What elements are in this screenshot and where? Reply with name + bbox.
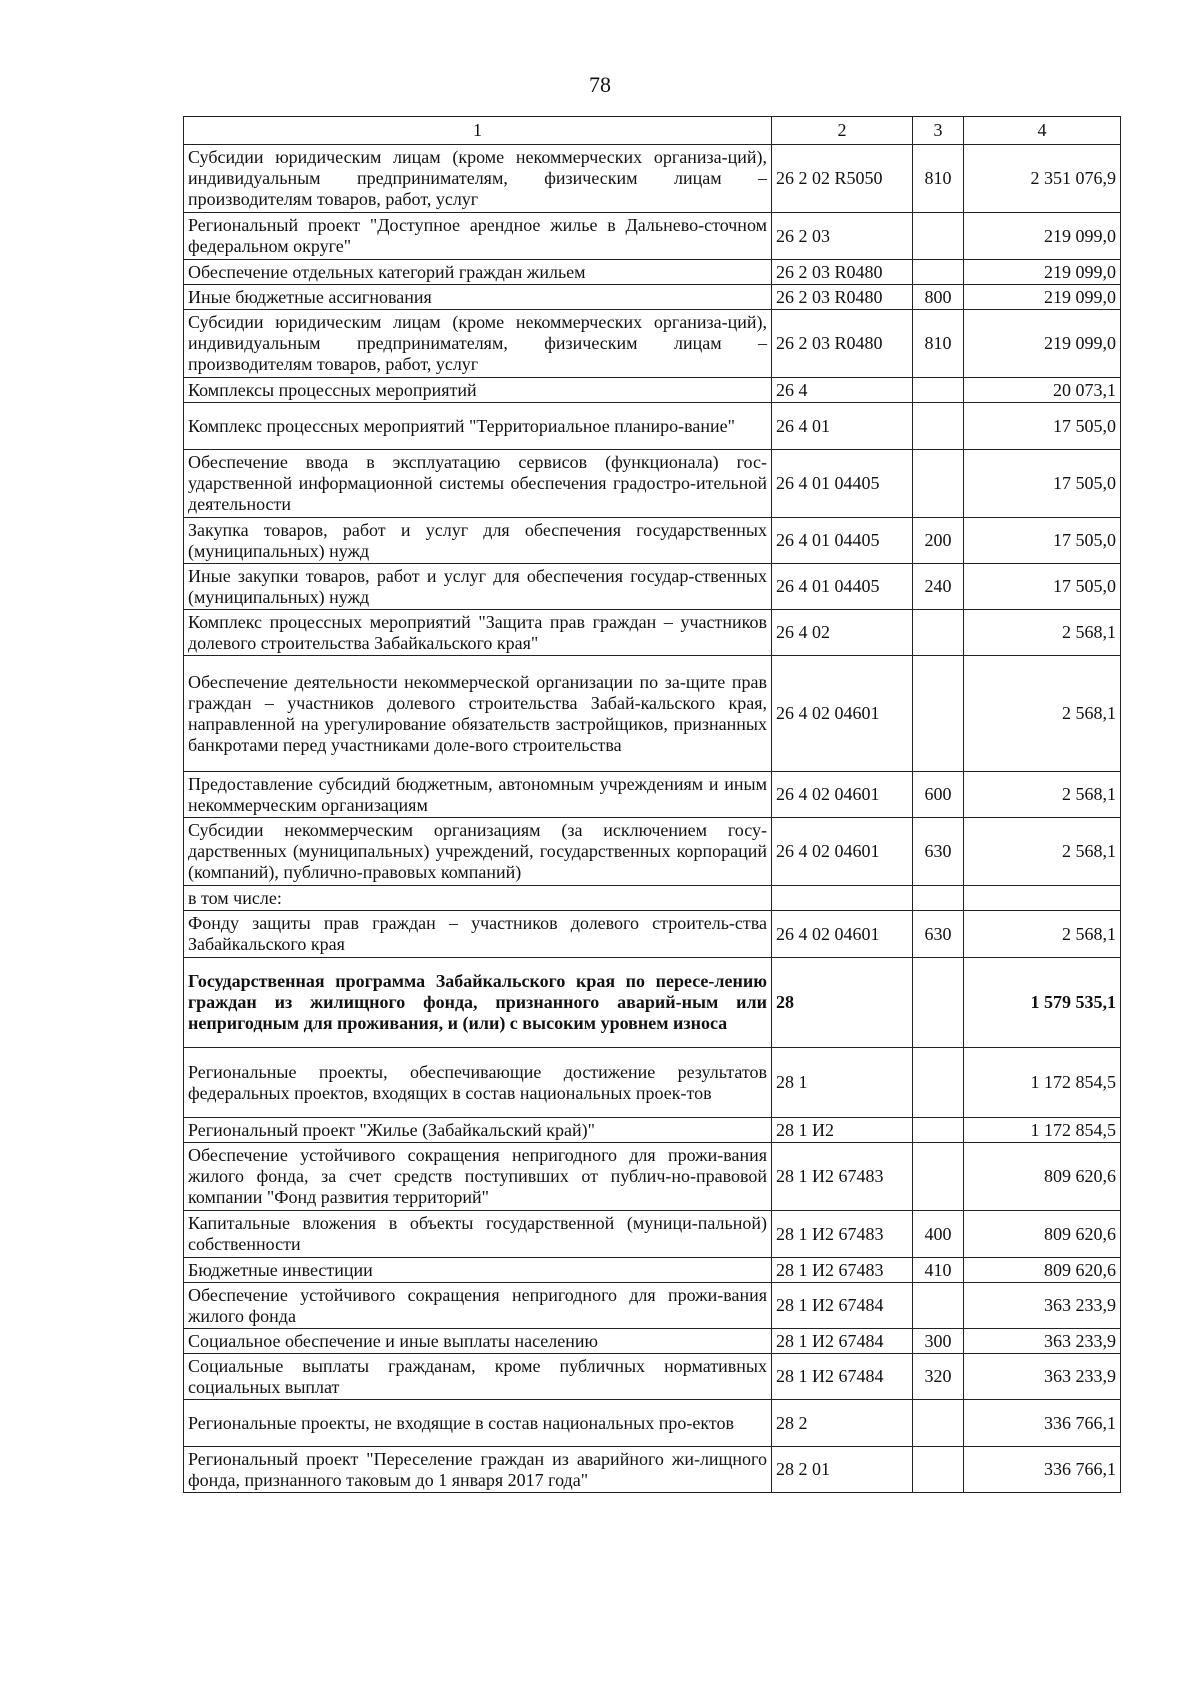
table-row — [184, 518, 1121, 564]
row-code-cell: 26 2 03 R0480 — [772, 285, 913, 310]
table-row — [184, 260, 1121, 285]
page-number: 78 — [589, 72, 611, 97]
row-type-cell: 240 — [913, 564, 964, 610]
row-type-cell — [913, 213, 964, 260]
row-name-cell: Закупка товаров, работ и услуг для обеспечения государственных (муниципальных) нужд — [184, 518, 772, 564]
row-code-cell: 28 1 И2 67483 — [772, 1211, 913, 1258]
row-amount-cell: 1 579 535,1 — [964, 958, 1121, 1048]
row-code-cell: 26 4 02 — [772, 610, 913, 656]
table-row — [184, 213, 1121, 260]
row-amount-cell: 2 568,1 — [964, 656, 1121, 772]
row-name-cell: Региональный проект "Переселение граждан из аварийного жи-лищного фонда, признанного таковым до 1 января 2017 года" — [184, 1447, 772, 1493]
table-row — [184, 1143, 1121, 1211]
row-code-cell: 26 2 03 R0480 — [772, 260, 913, 285]
row-amount-cell: 219 099,0 — [964, 260, 1121, 285]
table-row — [184, 1354, 1121, 1400]
table-row — [184, 772, 1121, 818]
row-type-cell — [913, 260, 964, 285]
row-code-cell: 28 1 И2 67484 — [772, 1283, 913, 1329]
row-code-cell: 26 4 01 04405 — [772, 518, 913, 564]
row-name-cell: Социальные выплаты гражданам, кроме публичных нормативных социальных выплат — [184, 1354, 772, 1400]
row-code-cell: 26 4 — [772, 378, 913, 403]
row-amount-cell: 809 620,6 — [964, 1258, 1121, 1283]
table-row — [184, 403, 1121, 450]
row-amount-cell: 2 568,1 — [964, 911, 1121, 958]
row-type-cell — [913, 1283, 964, 1329]
row-code-cell: 26 4 02 04601 — [772, 656, 913, 772]
header-col-4: 4 — [964, 117, 1121, 145]
row-name-cell: Региональные проекты, обеспечивающие достижение результатов федеральных проектов, входящих в состав национальных проек-тов — [184, 1048, 772, 1118]
row-type-cell — [913, 886, 964, 911]
header-col-1: 1 — [184, 117, 772, 145]
table-row — [184, 285, 1121, 310]
row-type-cell — [913, 958, 964, 1048]
row-code-cell: 28 2 01 — [772, 1447, 913, 1493]
row-name-cell: Региональный проект "Жилье (Забайкальский край)" — [184, 1118, 772, 1143]
row-amount-cell: 1 172 854,5 — [964, 1048, 1121, 1118]
row-type-cell — [913, 378, 964, 403]
table-row — [184, 1329, 1121, 1354]
row-type-cell: 600 — [913, 772, 964, 818]
row-type-cell — [913, 1400, 964, 1447]
row-name-cell: Государственная программа Забайкальского края по пересе-лению граждан из жилищного фонда, признанного аварий-ным или непригодным для проживания, и (или) с высоким уровнем износа — [184, 958, 772, 1048]
table-row — [184, 1283, 1121, 1329]
row-name-cell: Комплекс процессных мероприятий "Защита прав граждан – участников долевого строительства Забайкальского края" — [184, 610, 772, 656]
row-code-cell: 28 2 — [772, 1400, 913, 1447]
row-type-cell — [913, 1048, 964, 1118]
row-type-cell — [913, 1447, 964, 1493]
table-row — [184, 310, 1121, 378]
row-amount-cell: 17 505,0 — [964, 403, 1121, 450]
row-amount-cell — [964, 886, 1121, 911]
row-code-cell: 26 2 03 — [772, 213, 913, 260]
row-amount-cell: 219 099,0 — [964, 310, 1121, 378]
row-name-cell: Фонду защиты прав граждан – участников долевого строитель-ства Забайкальского края — [184, 911, 772, 958]
row-amount-cell: 17 505,0 — [964, 518, 1121, 564]
row-code-cell: 26 4 01 04405 — [772, 450, 913, 518]
row-name-cell: Социальное обеспечение и иные выплаты населению — [184, 1329, 772, 1354]
table-row — [184, 1211, 1121, 1258]
row-amount-cell: 219 099,0 — [964, 213, 1121, 260]
row-type-cell: 810 — [913, 145, 964, 213]
row-code-cell: 26 2 02 R5050 — [772, 145, 913, 213]
row-type-cell — [913, 403, 964, 450]
row-name-cell: Комплексы процессных мероприятий — [184, 378, 772, 403]
row-type-cell — [913, 1118, 964, 1143]
row-code-cell: 28 1 И2 67483 — [772, 1143, 913, 1211]
table-row — [184, 610, 1121, 656]
row-code-cell: 26 4 01 04405 — [772, 564, 913, 610]
table-row — [184, 145, 1121, 213]
row-code-cell: 28 1 И2 — [772, 1118, 913, 1143]
row-code-cell: 26 2 03 R0480 — [772, 310, 913, 378]
header-col-2: 2 — [772, 117, 913, 145]
row-name-cell: Субсидии юридическим лицам (кроме некоммерческих организа-ций), индивидуальным предпринимателям, физическим лицам – производителям товаров, работ, услуг — [184, 310, 772, 378]
table-row — [184, 1258, 1121, 1283]
row-name-cell: Иные закупки товаров, работ и услуг для обеспечения государ-ственных (муниципальных) нужд — [184, 564, 772, 610]
row-code-cell: 26 4 02 04601 — [772, 772, 913, 818]
row-name-cell: в том числе: — [184, 886, 772, 911]
row-code-cell: 26 4 02 04601 — [772, 818, 913, 886]
row-name-cell: Обеспечение деятельности некоммерческой организации по за-щите прав граждан – участников долевого строительства Забай-кальского края, направленной на урегулирование обязательств застройщиков, признанных банкротами перед участниками доле-вого строительства — [184, 656, 772, 772]
row-code-cell — [772, 886, 913, 911]
row-name-cell: Бюджетные инвестиции — [184, 1258, 772, 1283]
row-amount-cell: 2 568,1 — [964, 610, 1121, 656]
row-amount-cell: 17 505,0 — [964, 450, 1121, 518]
row-amount-cell: 809 620,6 — [964, 1211, 1121, 1258]
row-amount-cell: 809 620,6 — [964, 1143, 1121, 1211]
row-amount-cell: 17 505,0 — [964, 564, 1121, 610]
table-body — [184, 145, 1121, 1493]
row-name-cell: Обеспечение ввода в эксплуатацию сервисов (функционала) гос-ударственной информационной системы обеспечения градостро-ительной деятельности — [184, 450, 772, 518]
row-code-cell: 28 1 И2 67483 — [772, 1258, 913, 1283]
row-type-cell — [913, 450, 964, 518]
row-type-cell — [913, 656, 964, 772]
row-amount-cell: 363 233,9 — [964, 1283, 1121, 1329]
row-amount-cell: 219 099,0 — [964, 285, 1121, 310]
table-row — [184, 564, 1121, 610]
row-amount-cell: 1 172 854,5 — [964, 1118, 1121, 1143]
row-code-cell: 26 4 02 04601 — [772, 911, 913, 958]
row-name-cell: Обеспечение отдельных категорий граждан жильем — [184, 260, 772, 285]
row-type-cell: 410 — [913, 1258, 964, 1283]
row-code-cell: 28 — [772, 958, 913, 1048]
budget-table — [183, 116, 1121, 1493]
row-type-cell: 630 — [913, 818, 964, 886]
table-row — [184, 1400, 1121, 1447]
row-name-cell: Предоставление субсидий бюджетным, автономным учреждениям и иным некоммерческим организациям — [184, 772, 772, 818]
table-row — [184, 378, 1121, 403]
row-name-cell: Региональный проект "Доступное арендное жилье в Дальнево-сточном федеральном округе" — [184, 213, 772, 260]
row-type-cell: 200 — [913, 518, 964, 564]
table-row — [184, 1447, 1121, 1493]
table-row — [184, 911, 1121, 958]
row-name-cell: Иные бюджетные ассигнования — [184, 285, 772, 310]
table-header-row — [184, 117, 1121, 145]
row-name-cell: Субсидии юридическим лицам (кроме некоммерческих организа-ций), индивидуальным предпринимателям, физическим лицам – производителям товаров, работ, услуг — [184, 145, 772, 213]
row-code-cell: 26 4 01 — [772, 403, 913, 450]
row-type-cell: 630 — [913, 911, 964, 958]
row-type-cell: 810 — [913, 310, 964, 378]
table-row — [184, 1118, 1121, 1143]
row-amount-cell: 2 568,1 — [964, 772, 1121, 818]
table-row — [184, 886, 1121, 911]
row-amount-cell: 2 568,1 — [964, 818, 1121, 886]
row-amount-cell: 20 073,1 — [964, 378, 1121, 403]
table-row — [184, 1048, 1121, 1118]
row-amount-cell: 336 766,1 — [964, 1400, 1121, 1447]
budget-table-container — [183, 116, 1120, 1493]
row-type-cell — [913, 610, 964, 656]
row-type-cell: 400 — [913, 1211, 964, 1258]
table-row — [184, 450, 1121, 518]
table-row — [184, 958, 1121, 1048]
row-type-cell: 300 — [913, 1329, 964, 1354]
row-name-cell: Капитальные вложения в объекты государственной (муници-пальной) собственности — [184, 1211, 772, 1258]
row-amount-cell: 2 351 076,9 — [964, 145, 1121, 213]
row-name-cell: Обеспечение устойчивого сокращения непригодного для прожи-вания жилого фонда, за счет средств поступивших от публич-но-правовой компании "Фонд развития территорий" — [184, 1143, 772, 1211]
row-code-cell: 28 1 И2 67484 — [772, 1354, 913, 1400]
row-type-cell: 320 — [913, 1354, 964, 1400]
row-type-cell: 800 — [913, 285, 964, 310]
table-row — [184, 656, 1121, 772]
row-name-cell: Субсидии некоммерческим организациям (за исключением госу-дарственных (муниципальных) учреждений, государственных корпораций (компаний), публично-правовых компаний) — [184, 818, 772, 886]
row-amount-cell: 363 233,9 — [964, 1354, 1121, 1400]
row-code-cell: 28 1 — [772, 1048, 913, 1118]
row-code-cell: 28 1 И2 67484 — [772, 1329, 913, 1354]
row-name-cell: Региональные проекты, не входящие в состав национальных про-ектов — [184, 1400, 772, 1447]
header-col-3: 3 — [913, 117, 964, 145]
row-amount-cell: 336 766,1 — [964, 1447, 1121, 1493]
row-name-cell: Обеспечение устойчивого сокращения непригодного для прожи-вания жилого фонда — [184, 1283, 772, 1329]
row-name-cell: Комплекс процессных мероприятий "Территориальное планиро-вание" — [184, 403, 772, 450]
table-row — [184, 818, 1121, 886]
row-amount-cell: 363 233,9 — [964, 1329, 1121, 1354]
row-type-cell — [913, 1143, 964, 1211]
